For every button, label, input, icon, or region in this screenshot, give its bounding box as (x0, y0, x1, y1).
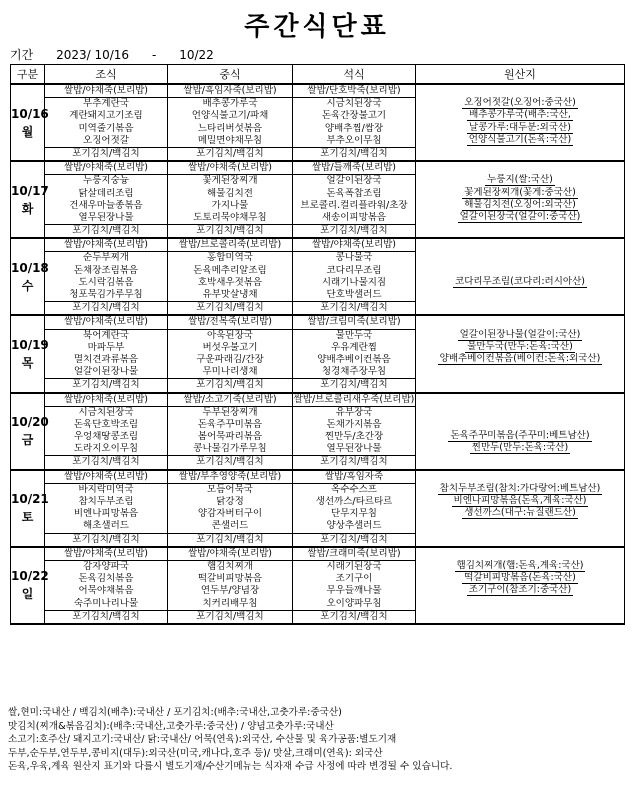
dinner-cell (293, 547, 416, 624)
breakfast-rice-porridge: 쌀밥/야채죽(보리밥) (45, 394, 167, 407)
origin-line (420, 341, 620, 353)
lunch-dish: 닭강정 (216, 496, 244, 507)
breakfast-kimchi: 포기김치/백김치 (45, 378, 167, 391)
breakfast-dish: 열무된장나물 (78, 211, 134, 223)
origin-spacer (420, 394, 620, 406)
breakfast-dish: 오징어젓갈 (83, 134, 129, 146)
notes-section (8, 706, 628, 774)
origin-line (420, 483, 620, 495)
lunch-dish: 두부된장찌개 (202, 406, 258, 418)
origin-text: 돈육주꾸미볶음(주꾸미:베트남산) (450, 430, 590, 442)
origin-line (420, 276, 620, 288)
dinner-dish: 양배추찜/쌈장 (324, 122, 384, 134)
lunch-dish: 연두부/양념장 (200, 585, 260, 597)
lunch-dish: 메밀면야채무침 (197, 134, 263, 146)
origin-text (518, 406, 522, 417)
origin-line (420, 519, 620, 531)
breakfast-cell (45, 161, 168, 238)
dinner-cell (293, 238, 416, 315)
lunch-cell (168, 315, 293, 392)
dinner-rice-porridge: 쌀밥/야채죽(보리밥) (293, 239, 415, 252)
breakfast-dish: 감자양파국 (83, 560, 129, 572)
lunch-dish: 구운파래김/간장 (196, 353, 264, 365)
breakfast-dish: 닭살데리조림 (78, 187, 134, 199)
dinner-dish: 부추오이무침 (326, 134, 382, 146)
origin-text (518, 300, 522, 311)
breakfast-rice-porridge: 쌀밥/야채죽(보리밥) (45, 316, 167, 329)
lunch-dish: 꽃게된장찌개 (202, 175, 258, 187)
origin-text: 얼갈이된장국(얼갈이:중국산) (459, 210, 581, 222)
dinner-kimchi: 포기김치/백김치 (293, 224, 415, 237)
dinner-rice-porridge: 쌀밥/크래미죽(보리밥) (293, 548, 415, 561)
dinner-dish: 양배추베이컨볶음 (317, 353, 391, 365)
day-date: 10/18 (11, 260, 49, 275)
origin-text: 참치두부조림(참치:가다랑어:베트남산) (439, 482, 601, 494)
lunch-cell (168, 238, 293, 315)
origin-line (420, 109, 620, 121)
origin-line (420, 199, 620, 211)
origin-text (518, 418, 522, 429)
lunch-kimchi: 포기김치/백김치 (168, 610, 292, 623)
breakfast-dish: 숙주미나리나물 (73, 597, 139, 609)
day-date: 10/19 (11, 337, 49, 352)
origin-cell (416, 315, 625, 392)
lunch-cell (168, 547, 293, 624)
day-weekday: 목 (21, 355, 34, 370)
origin-text: 양배추베이컨볶음(베이컨:돈육:외국산) (439, 352, 601, 364)
origin-text (518, 288, 522, 299)
origin-line (420, 454, 620, 466)
origin-line (420, 572, 620, 584)
origin-spacer (420, 239, 620, 251)
dinner-dish: 단호박샐러드 (326, 289, 382, 300)
origin-text (518, 519, 522, 530)
origin-text: 날콩가루:대두분:외국산) (469, 121, 571, 133)
header-row (11, 65, 625, 85)
dinner-cell (293, 84, 416, 161)
breakfast-dish: 우엉채땅콩조림 (73, 431, 139, 443)
breakfast-kimchi: 포기김치/백김치 (45, 533, 167, 546)
origin-line (420, 187, 620, 199)
breakfast-rice-porridge: 쌀밥/야채죽(보리밥) (45, 162, 167, 175)
dinner-dish: 열무된장나물 (326, 443, 382, 455)
origin-text (518, 223, 522, 234)
lunch-dish: 돈육메추리알조림 (193, 264, 267, 276)
period-label: 기간 (10, 48, 34, 62)
note-line: 돈육,우육,계육 원산지 표기와 다를시 별도기재/수산기메뉴는 식자재 수급 사정에 따라 변경될 수 있습니다. (8, 761, 453, 773)
breakfast-dish: 건새우마늘종볶음 (69, 199, 143, 211)
origin-line (420, 442, 620, 454)
dinner-kimchi: 포기김치/백김치 (293, 147, 415, 160)
day-cell (11, 84, 49, 161)
origin-spacer (420, 85, 620, 97)
origin-cell (416, 84, 625, 161)
dinner-kimchi: 포기김치/백김치 (293, 301, 415, 314)
origin-spacer (420, 316, 620, 328)
lunch-rice-porridge: 쌀밥/소고기죽(보리밥) (168, 394, 292, 407)
breakfast-rice-porridge: 쌀밥/야채죽(보리밥) (45, 548, 167, 561)
lunch-kimchi: 포기김치/백김치 (168, 224, 292, 237)
lunch-dish: 느타리버섯볶음 (197, 122, 263, 134)
origin-text: 햄김치찌개(햄:돈육,계육:국산) (456, 559, 584, 571)
breakfast-dish: 돈채장조림볶음 (73, 264, 139, 276)
lunch-dish: 아욱된장국 (207, 329, 253, 341)
origin-cell (416, 393, 625, 470)
dinner-dish: 유부장국 (335, 406, 373, 418)
origin-line (420, 251, 620, 263)
day-cell (11, 238, 49, 315)
page-title: 주간식단표 (244, 12, 390, 42)
origin-line (420, 300, 620, 312)
breakfast-dish: 바지락미역국 (78, 483, 134, 495)
day-weekday: 토 (21, 510, 34, 525)
breakfast-dish: 계란돼지고기조림 (69, 110, 143, 122)
breakfast-dish: 도시락김볶음 (78, 276, 134, 288)
dinner-dish: 생선까스/타르타르 (315, 496, 393, 507)
origin-text: 물만두국(만두:돈육:국산) (467, 340, 573, 352)
dinner-rice-porridge: 쌀밥/흑임자죽 (293, 471, 415, 484)
origin-line (420, 495, 620, 507)
lunch-dish: 돈육주꾸미볶음 (197, 418, 263, 430)
origin-text: 생선까스(대구:뉴질랜드산) (464, 507, 576, 519)
dinner-rice-porridge: 쌀밥/단호박죽(보리밥) (293, 85, 415, 98)
origin-text (518, 597, 522, 608)
origin-text (518, 251, 522, 262)
origin-spacer (420, 471, 620, 483)
origin-line (420, 377, 620, 389)
day-row (11, 84, 625, 161)
day-date: 10/17 (11, 183, 49, 198)
dinner-dish: 무우들깨나물 (326, 585, 382, 597)
dinner-dish: 조기구이 (335, 573, 373, 585)
lunch-dish: 햄김치찌개 (207, 560, 253, 572)
header-category: 구분 (11, 65, 45, 85)
day-row (11, 315, 625, 392)
origin-text (518, 264, 522, 275)
day-cell (11, 161, 49, 238)
breakfast-rice-porridge: 쌀밥/야채죽(보리밥) (45, 471, 167, 484)
origin-line (420, 223, 620, 235)
origin-text: 얼갈이된장나물(얼갈이:국산) (459, 328, 581, 340)
breakfast-cell (45, 470, 168, 547)
day-weekday: 일 (21, 587, 34, 602)
day-cell (11, 393, 49, 470)
lunch-dish: 호박새우젓볶음 (197, 276, 263, 288)
breakfast-dish: 해초샐러드 (83, 520, 129, 532)
dinner-dish: 새송이피망볶음 (321, 211, 387, 223)
lunch-dish: 치커리배무침 (202, 597, 258, 609)
origin-line (420, 122, 620, 134)
origin-line (420, 597, 620, 609)
lunch-cell (168, 84, 293, 161)
dinner-dish: 청경채주장무침 (321, 366, 387, 378)
breakfast-dish: 비엔나피망볶음 (73, 508, 139, 520)
lunch-dish: 무미나리생채 (202, 366, 258, 378)
dinner-cell (293, 315, 416, 392)
lunch-dish: 유부맛살냉채 (202, 289, 258, 300)
dinner-dish: 콩나물국 (335, 252, 373, 264)
origin-line (420, 146, 620, 158)
breakfast-dish: 순두부찌개 (83, 252, 129, 264)
breakfast-dish: 부추계란국 (83, 98, 129, 110)
origin-text (518, 377, 522, 388)
origin-text: 언양식불고기(돈육:국산) (468, 133, 572, 145)
breakfast-dish: 누룽지숭늉 (83, 175, 129, 187)
header-dinner: 석식 (293, 65, 416, 85)
lunch-cell (168, 161, 293, 238)
breakfast-kimchi: 포기김치/백김치 (45, 455, 167, 468)
dinner-dish: 얼갈이된장국 (326, 175, 382, 187)
origin-spacer (420, 162, 620, 174)
breakfast-dish: 멸치견과류볶음 (73, 353, 139, 365)
lunch-dish: 배추콩가루국 (202, 98, 258, 110)
origin-text: 조기구이(참조기:중국산) (468, 584, 572, 596)
origin-line (420, 353, 620, 365)
dinner-dish: 돈육폭찹조림 (326, 187, 382, 199)
dinner-dish: 양상추샐러드 (326, 520, 382, 532)
dinner-dish: 찐만두/초간장 (324, 431, 384, 443)
dinner-dish: 옥수수스프 (331, 483, 377, 495)
origin-line (420, 560, 620, 572)
lunch-dish: 떡갈비피망볶음 (197, 573, 263, 585)
breakfast-dish: 얼갈이된장나물 (73, 366, 139, 378)
breakfast-kimchi: 포기김치/백김치 (45, 224, 167, 237)
lunch-kimchi: 포기김치/백김치 (168, 147, 292, 160)
header-breakfast: 조식 (45, 65, 168, 85)
origin-line (420, 288, 620, 300)
lunch-kimchi: 포기김치/백김치 (168, 378, 292, 391)
dinner-dish: 돈채가지볶음 (326, 418, 382, 430)
weekly-menu-table (10, 64, 625, 625)
origin-cell (416, 161, 625, 238)
origin-text: 떡갈비피망볶음(돈육:국산) (464, 572, 576, 584)
lunch-dish: 언양식불고기/파채 (191, 110, 269, 122)
dinner-dish: 시래기나물지짐 (321, 276, 387, 288)
note-line: 쌀,현미:국내산 / 백김치(배추):국내산 / 포기김치:(배추:국내산,고춧가루:중국산) (8, 707, 342, 718)
dinner-dish: 코다리무조림 (326, 264, 382, 276)
breakfast-cell (45, 393, 168, 470)
origin-text: 비엔나피망볶음(돈육,계육:국산) (453, 495, 587, 506)
period-start: 2023/ 10/16 (56, 48, 130, 62)
breakfast-rice-porridge: 쌀밥/야채죽(보리밥) (45, 239, 167, 252)
breakfast-dish: 돈육김치볶음 (78, 573, 134, 585)
origin-line (420, 97, 620, 109)
dinner-kimchi: 포기김치/백김치 (293, 455, 415, 468)
lunch-kimchi: 포기김치/백김치 (168, 455, 292, 468)
origin-line (420, 211, 620, 223)
origin-line (420, 532, 620, 544)
breakfast-cell (45, 84, 168, 161)
origin-cell (416, 238, 625, 315)
lunch-cell (168, 393, 293, 470)
origin-text: 배추콩가루국(배추:국산, (469, 109, 571, 121)
lunch-rice-porridge: 쌀밥/흑임자죽(보리밥) (168, 85, 292, 98)
dinner-cell (293, 393, 416, 470)
day-date: 10/20 (11, 415, 49, 430)
day-weekday: 수 (21, 278, 34, 293)
dinner-kimchi: 포기김치/백김치 (293, 610, 415, 623)
header-origin: 원산지 (416, 65, 625, 85)
origin-line (420, 174, 620, 186)
dinner-cell (293, 470, 416, 547)
origin-line (420, 584, 620, 596)
origin-line (420, 365, 620, 377)
lunch-dish: 모듬어묵국 (207, 483, 253, 495)
dinner-dish: 브로콜리.컬리플라워/초장 (300, 199, 408, 211)
note-line: 두부,순두부,연두부,콩비지(대두):외국산(미국,캐나다,호주 등)/ 맛살,크래미(연육): 외국산 (8, 747, 383, 759)
breakfast-rice-porridge: 쌀밥/야채죽(보리밥) (45, 85, 167, 98)
origin-line (420, 329, 620, 341)
day-row (11, 238, 625, 315)
origin-text (518, 609, 522, 620)
day-weekday: 월 (21, 124, 34, 139)
dinner-dish: 돈육간장불고기 (321, 110, 387, 122)
breakfast-dish: 시금치된장국 (78, 406, 134, 418)
origin-text: 찐만두(만두:돈육:국산) (471, 442, 569, 454)
day-date: 10/22 (11, 569, 49, 584)
breakfast-dish: 도라지오이무침 (73, 443, 139, 455)
lunch-rice-porridge: 쌀밥/브로콜리죽(보리밥) (168, 239, 292, 252)
origin-line (420, 418, 620, 430)
day-row (11, 393, 625, 470)
lunch-dish: 도토리묵야채무침 (193, 211, 267, 223)
dinner-kimchi: 포기김치/백김치 (293, 378, 415, 391)
origin-line (420, 430, 620, 442)
note-line: 맛김치(찌개&볶음김치):(배추:국내산,고춧가루:중국산) / 양념고춧가루:국내산 (8, 720, 334, 732)
lunch-rice-porridge: 쌀밥/전복죽(보리밥) (168, 316, 292, 329)
origin-line (420, 134, 620, 146)
lunch-dish: 콘샐러드 (211, 520, 249, 532)
lunch-dish: 양감자버터구이 (197, 508, 263, 520)
dinner-kimchi: 포기김치/백김치 (293, 533, 415, 546)
day-cell (11, 470, 49, 547)
day-row (11, 470, 625, 547)
dinner-dish: 단무지무침 (331, 508, 377, 520)
note-line: 소고기:호주산/ 돼지고기:국내산/ 닭:국내산/ 어묵(연육):외국산, 수산물 및 육가공품:별도기재 (8, 734, 397, 746)
header-lunch: 중식 (168, 65, 293, 85)
day-row (11, 547, 625, 624)
dinner-cell (293, 161, 416, 238)
breakfast-cell (45, 315, 168, 392)
origin-text: 코다리무조림(코다리:러시아산) (455, 275, 585, 287)
period-separator: - (151, 48, 157, 62)
dinner-dish: 시금치된장국 (326, 98, 382, 110)
day-weekday: 화 (21, 201, 34, 216)
origin-text: 해물김치전(오징어:외국산) (464, 198, 576, 210)
period-line (10, 46, 214, 63)
dinner-rice-porridge: 쌀밥/크림미죽(보리밥) (293, 316, 415, 329)
lunch-dish: 콩나물김가루무침 (193, 443, 267, 455)
lunch-rice-porridge: 쌀밥/야채죽(보리밥) (168, 548, 292, 561)
dinner-dish: 오이양파무침 (326, 597, 382, 609)
breakfast-cell (45, 547, 168, 624)
lunch-dish: 가지나물 (211, 199, 249, 211)
dinner-rice-porridge: 쌀밥/들깨죽(보리밥) (293, 162, 415, 175)
lunch-dish: 해물김치전 (207, 187, 253, 199)
lunch-kimchi: 포기김치/백김치 (168, 301, 292, 314)
breakfast-dish: 미역줄기볶음 (78, 122, 134, 134)
origin-cell (416, 547, 625, 624)
origin-line (420, 507, 620, 519)
lunch-cell (168, 470, 293, 547)
lunch-dish: 버섯우불고기 (202, 341, 258, 353)
dinner-dish: 우유계란찜 (331, 341, 377, 353)
lunch-rice-porridge: 쌀밥/야채죽(보리밥) (168, 162, 292, 175)
period-end: 10/22 (179, 48, 214, 62)
breakfast-dish: 북어계란국 (83, 329, 129, 341)
origin-cell (416, 470, 625, 547)
origin-text (518, 146, 522, 157)
day-date: 10/21 (11, 492, 49, 507)
origin-text (518, 454, 522, 465)
origin-text: 오징어젓갈(오징어:중국산) (464, 97, 576, 109)
day-weekday: 금 (21, 433, 34, 448)
lunch-dish: 봄어묵파리볶음 (197, 431, 263, 443)
lunch-kimchi: 포기김치/백김치 (168, 533, 292, 546)
breakfast-kimchi: 포기김치/백김치 (45, 147, 167, 160)
day-cell (11, 547, 49, 624)
dinner-dish: 물만두국 (335, 329, 373, 341)
breakfast-dish: 마파두부 (87, 341, 125, 353)
dinner-rice-porridge: 쌀밥/브로콜리새우죽(보리밥) (293, 394, 415, 407)
lunch-rice-porridge: 쌀밥/부추영양죽(보리밥) (168, 471, 292, 484)
breakfast-dish: 참치두부조림 (78, 496, 134, 507)
breakfast-kimchi: 포기김치/백김치 (45, 301, 167, 314)
day-cell (11, 315, 49, 392)
origin-line (420, 264, 620, 276)
breakfast-dish: 돈육단호박조림 (73, 418, 139, 430)
day-date: 10/16 (11, 106, 49, 121)
breakfast-dish: 청포묵김가루무침 (69, 289, 143, 300)
origin-text (518, 532, 522, 543)
dinner-dish: 시래기된장국 (326, 560, 382, 572)
origin-text: 누룽지(쌀:국산) (487, 174, 553, 186)
breakfast-dish: 어묵야채볶음 (78, 585, 134, 597)
origin-line (420, 406, 620, 418)
origin-line (420, 609, 620, 621)
origin-spacer (420, 548, 620, 560)
menu-body (11, 84, 625, 624)
origin-text (518, 365, 522, 376)
origin-text: 꽃게된장찌개(꽃게:중국산) (464, 186, 576, 198)
day-row (11, 161, 625, 238)
breakfast-cell (45, 238, 168, 315)
breakfast-kimchi: 포기김치/백김치 (45, 610, 167, 623)
lunch-dish: 홍합미역국 (207, 252, 253, 264)
